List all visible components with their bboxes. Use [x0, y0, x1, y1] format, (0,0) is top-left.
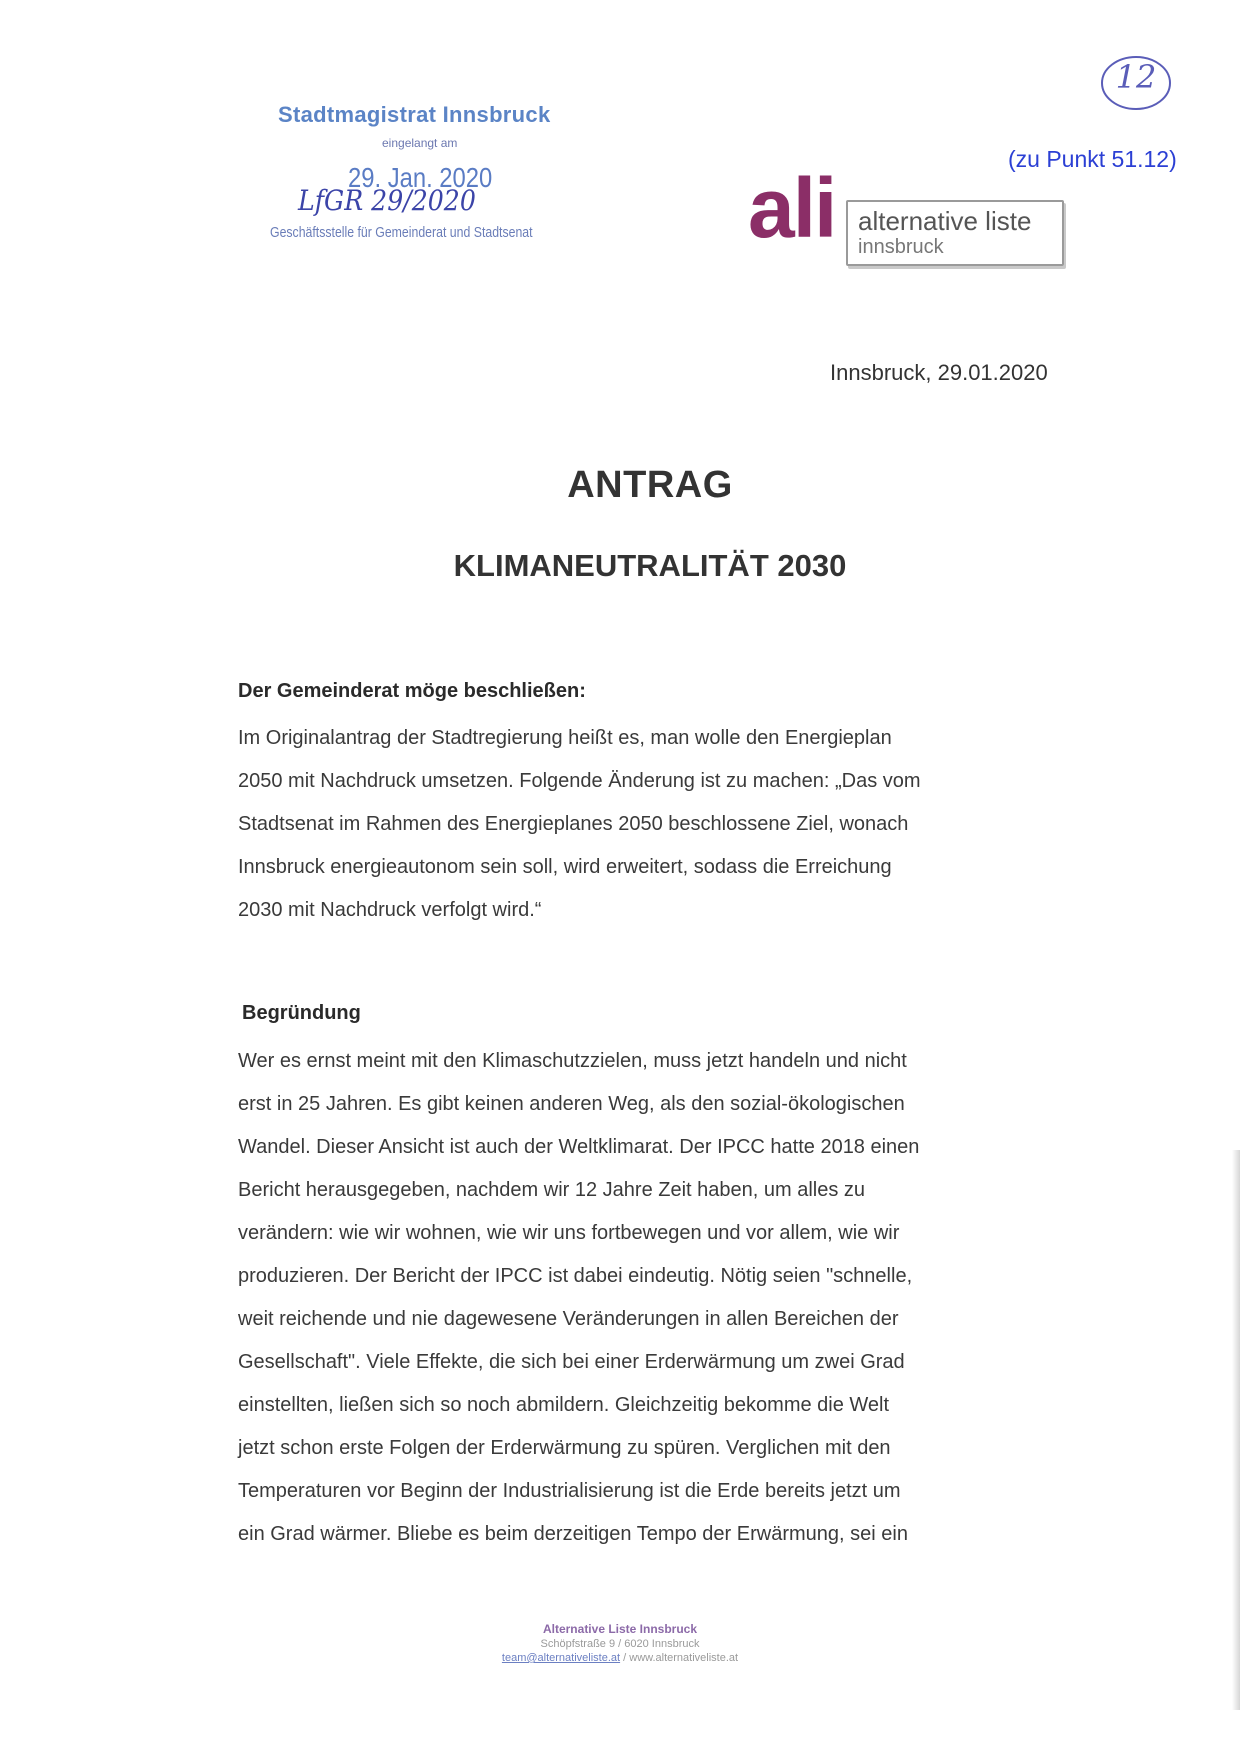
document-title: ANTRAG [567, 464, 733, 506]
reasoning-line: weit reichende und nie dagewesene Veränderungen in allen Bereichen der [238, 1308, 899, 1330]
reasoning-line: verändern: wie wir wohnen, wie wir uns fortbewegen und vor allem, wie wir [238, 1222, 900, 1244]
footer-separator: / [620, 1652, 630, 1664]
reasoning-text [238, 1040, 1058, 1556]
stamp-office: Geschäftsstelle für Gemeinderat und Stadtsenat [270, 224, 533, 241]
motion-line: Innsbruck energieautonom sein soll, wird erweitert, sodass die Erreichung [238, 856, 892, 878]
stamp-handwritten-reference: LfGR 29/2020 [298, 184, 476, 217]
ali-logo [748, 161, 1068, 278]
footer-website: www.alternativeliste.at [629, 1652, 739, 1664]
agenda-point-reference: (zu Punkt 51.12) [1008, 146, 1177, 172]
footer-email-link[interactable]: team@alternativeliste.at [501, 1652, 621, 1664]
motion-line: 2050 mit Nachdruck umsetzen. Folgende Änderung ist zu machen: „Das vom [238, 770, 921, 792]
page-footer [0, 1622, 1240, 1664]
handwritten-item-number [1098, 52, 1174, 114]
reasoning-line: Wer es ernst meint mit den Klimaschutzzielen, muss jetzt handeln und nicht [238, 1050, 907, 1072]
logo-line-1: alternative liste [858, 206, 1032, 236]
motion-text [238, 717, 1058, 932]
logo-text-box [846, 200, 1064, 266]
motion-heading: Der Gemeinderat möge beschließen: [238, 680, 586, 702]
logo-line-2: innsbruck [858, 236, 944, 258]
reasoning-line: erst in 25 Jahren. Es gibt keinen anderen Weg, als den sozial-ökologischen [238, 1093, 905, 1115]
logo-mark: ali [748, 161, 836, 255]
motion-line: Im Originalantrag der Stadtregierung heißt es, man wolle den Energieplan [238, 727, 892, 749]
reasoning-line: produzieren. Der Bericht der IPCC ist dabei eindeutig. Nötig seien "schnelle, [238, 1265, 913, 1287]
received-stamp [262, 100, 572, 260]
stamp-date: 29. Jan. 2020 [348, 162, 493, 193]
reasoning-line: jetzt schon erste Folgen der Erderwärmung zu spüren. Verglichen mit den [238, 1437, 891, 1459]
stamp-received-label: eingelangt am [382, 136, 458, 150]
reasoning-line: ein Grad wärmer. Bliebe es beim derzeitigen Tempo der Erwärmung, sei ein [238, 1523, 908, 1545]
reasoning-line: Wandel. Dieser Ansicht ist auch der Weltklimarat. Der IPCC hatte 2018 einen [238, 1136, 920, 1158]
footer-address: Schöpfstraße 9 / 6020 Innsbruck [540, 1638, 700, 1650]
motion-line: 2030 mit Nachdruck verfolgt wird.“ [238, 899, 542, 921]
motion-line: Stadtsenat im Rahmen des Energieplanes 2050 beschlossene Ziel, wonach [238, 813, 909, 835]
reasoning-line: Bericht herausgegeben, nachdem wir 12 Jahre Zeit haben, um alles zu [238, 1179, 866, 1201]
reasoning-line: Temperaturen vor Beginn der Industrialisierung ist die Erde bereits jetzt um [238, 1480, 901, 1502]
footer-contact [0, 1652, 1240, 1664]
stamp-title: Stadtmagistrat Innsbruck [278, 102, 551, 127]
place-date: Innsbruck, 29.01.2020 [830, 360, 1048, 385]
reasoning-line: Gesellschaft". Viele Effekte, die sich bei einer Erderwärmung um zwei Grad [238, 1351, 905, 1373]
handwritten-number: 12 [1115, 58, 1157, 96]
reasoning-heading: Begründung [242, 1002, 361, 1024]
footer-organization: Alternative Liste Innsbruck [542, 1622, 698, 1636]
reasoning-line: einstellten, ließen sich so noch abmildern. Gleichzeitig bekomme die Welt [238, 1394, 890, 1416]
document-subtitle: KLIMANEUTRALITÄT 2030 [453, 548, 847, 583]
